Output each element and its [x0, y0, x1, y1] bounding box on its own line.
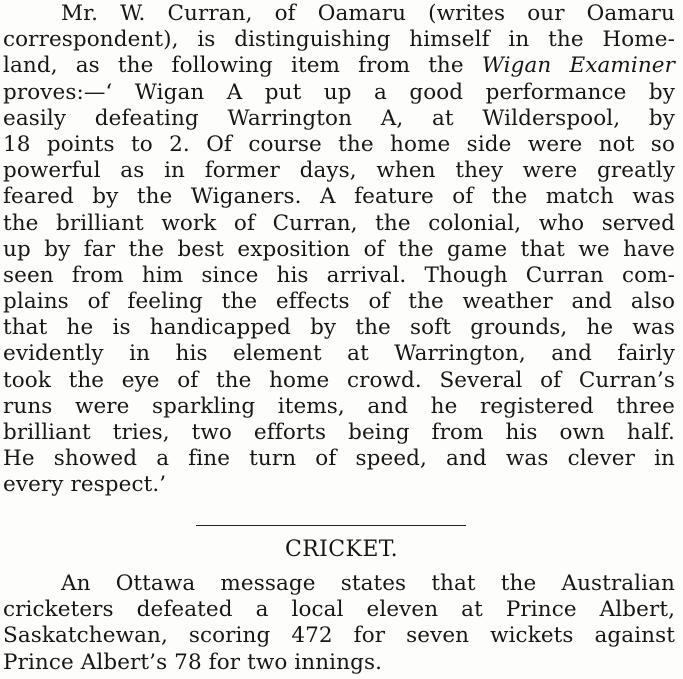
article-line: correspondent), is distinguishing himself in the Home-	[3, 27, 675, 53]
article-line: feared by the Wiganers. A feature of the match was	[3, 184, 675, 210]
section-divider	[196, 525, 466, 526]
article-line: seen from him since his arrival. Though Curran com-	[3, 262, 675, 288]
article-line: plains of feeling the effects of the weather and also	[3, 289, 675, 315]
cricket-line: cricketers defeated a local eleven at Prince Albert,	[3, 597, 675, 623]
cricket-article	[3, 571, 675, 676]
article-line-text: land, as the following item from the	[3, 53, 464, 79]
article-line-with-title	[3, 53, 675, 79]
newspaper-title: Wigan Examiner	[481, 53, 676, 79]
cricket-line: An Ottawa message states that the Australian	[61, 571, 675, 596]
article-line: 18 points to 2. Of course the home side were not so	[3, 131, 675, 157]
article-line: easily defeating Warrington A, at Wilderspool, by	[3, 105, 675, 131]
article-line: Mr. W. Curran, of Oamaru (writes our Oamaru	[61, 1, 675, 26]
article-line: evidently in his element at Warrington, and fairly	[3, 341, 675, 367]
article-line: took the eye of the home crowd. Several of Curran’s	[3, 367, 675, 393]
article-line: He showed a fine turn of speed, and was clever in	[3, 446, 675, 472]
article-line: that he is handicapped by the soft grounds, he was	[3, 315, 675, 341]
article-line: the brilliant work of Curran, the colonial, who served	[3, 210, 675, 236]
article-line: every respect.’	[3, 472, 167, 498]
cricket-line: Prince Albert’s 78 for two innings.	[3, 649, 383, 675]
article-line: powerful as in former days, when they were greatly	[3, 158, 675, 184]
cricket-heading: CRICKET.	[284, 537, 399, 562]
article-line: runs were sparkling items, and he registered three	[3, 393, 675, 419]
article-line: proves:—‘ Wigan A put up a good performance by	[3, 79, 675, 105]
article-line: brilliant tries, two efforts being from his own half.	[3, 420, 675, 445]
article-line: up by far the best exposition of the game that we have	[3, 236, 675, 262]
curran-article	[3, 1, 675, 499]
cricket-line: Saskatchewan, scoring 472 for seven wickets against	[3, 623, 675, 649]
